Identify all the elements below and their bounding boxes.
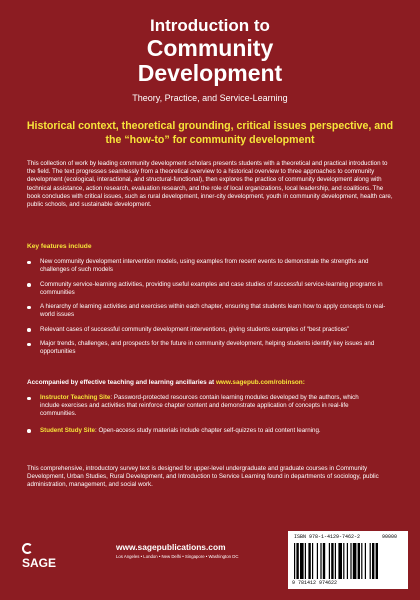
bullet-icon — [27, 261, 31, 265]
feature-text: Community service-learning activities, providing useful examples and case studies of successful service-learning programs in communities — [40, 280, 383, 296]
ancillaries-link[interactable]: www.sagepub.com/robinson: — [215, 379, 305, 386]
feature-text: Relevant cases of successful community development interventions, giving students examples of “best practices” — [40, 325, 350, 333]
barcode-icon — [294, 543, 402, 579]
site-desc: : Password-protected resources contain learning modules developed by the authors, which include exercises and activities that reinforce chapter content and demonstrate application of concepts in real-life communities. — [40, 394, 359, 418]
title-line-3: Development — [137, 60, 283, 86]
barcode-box — [288, 531, 408, 589]
sage-swirl-icon — [22, 543, 33, 554]
list-item — [27, 340, 387, 356]
bullet-icon — [27, 429, 31, 433]
title-block — [0, 16, 420, 104]
ancillaries-line — [27, 378, 393, 387]
list-item — [27, 258, 387, 274]
ancillaries-text: Accompanied by effective teaching and learning ancillaries at — [27, 379, 216, 386]
list-item — [27, 303, 387, 319]
site-desc: : Open-access study materials include chapter self-quizzes to aid content learning. — [95, 426, 321, 434]
bullet-icon — [27, 283, 31, 287]
feature-text: New community development intervention models, using examples from recent events to demonstrate the strengths and challenges of such models — [40, 258, 369, 274]
key-features-heading: Key features include — [27, 243, 92, 250]
closing-paragraph: This comprehensive, introductory survey text is designed for upper-level undergraduate and graduate courses in Community Development, Urban Studies, Rural Development, and Introduction to Service Learning found in departments of sociology, public administration, management, and social work. — [27, 465, 379, 489]
list-item — [27, 427, 379, 435]
site-name: Student Study Site — [40, 426, 96, 434]
bullet-icon — [27, 328, 31, 332]
headline: Historical context, theoretical grounding, critical issues perspective, and the “how-to” for community development — [26, 120, 394, 146]
list-item — [27, 281, 387, 297]
isbn-label: ISBN 978-1-4129-7462-2 — [294, 534, 361, 540]
feature-text: A hierarchy of learning activities and exercises within each chapter, ensuring that students learn how to apply concepts to real-world issues — [40, 303, 386, 319]
footer — [22, 534, 402, 590]
barcode-number: 9 781412 974622 — [292, 580, 338, 586]
key-features-list — [27, 258, 387, 363]
subtitle: Theory, Practice, and Service-Learning — [132, 93, 288, 103]
list-item — [27, 326, 387, 334]
list-item — [27, 394, 379, 419]
bullet-icon — [27, 343, 31, 347]
sage-logo — [22, 542, 64, 570]
intro-paragraph: This collection of work by leading community development scholars presents students with a theoretical and practical introduction to the field. The text progresses seamlessly from a theoretical overview to a historical overview to three approaches to community development (ecological, interactional, and structural-functional), then explores the practice of community development along with technical assistance, action research, evaluation research, and the role of local organizations, local leadership, and coalitions. The book concludes with critical issues, such as rural development, inner-city development, youth in community development, health care, public schools, and sustainable development. — [27, 160, 393, 209]
site-name: Instructor Teaching Site — [40, 394, 111, 401]
sites-list — [27, 394, 379, 443]
bullet-icon — [27, 306, 31, 310]
publisher-url[interactable]: www.sagepublications.com — [116, 542, 226, 552]
sage-logo-text: SAGE — [22, 556, 57, 570]
title-line-1: Introduction to — [150, 16, 270, 35]
price-code: 90000 — [382, 534, 398, 540]
publisher-cities: Los Angeles • London • New Delhi • Singapore • Washington DC — [116, 554, 239, 559]
feature-text: Major trends, challenges, and prospects for the future in community development, helping students identify key issues and opportunities — [40, 340, 375, 356]
bullet-icon — [27, 397, 31, 401]
title-line-2: Community — [146, 35, 274, 61]
